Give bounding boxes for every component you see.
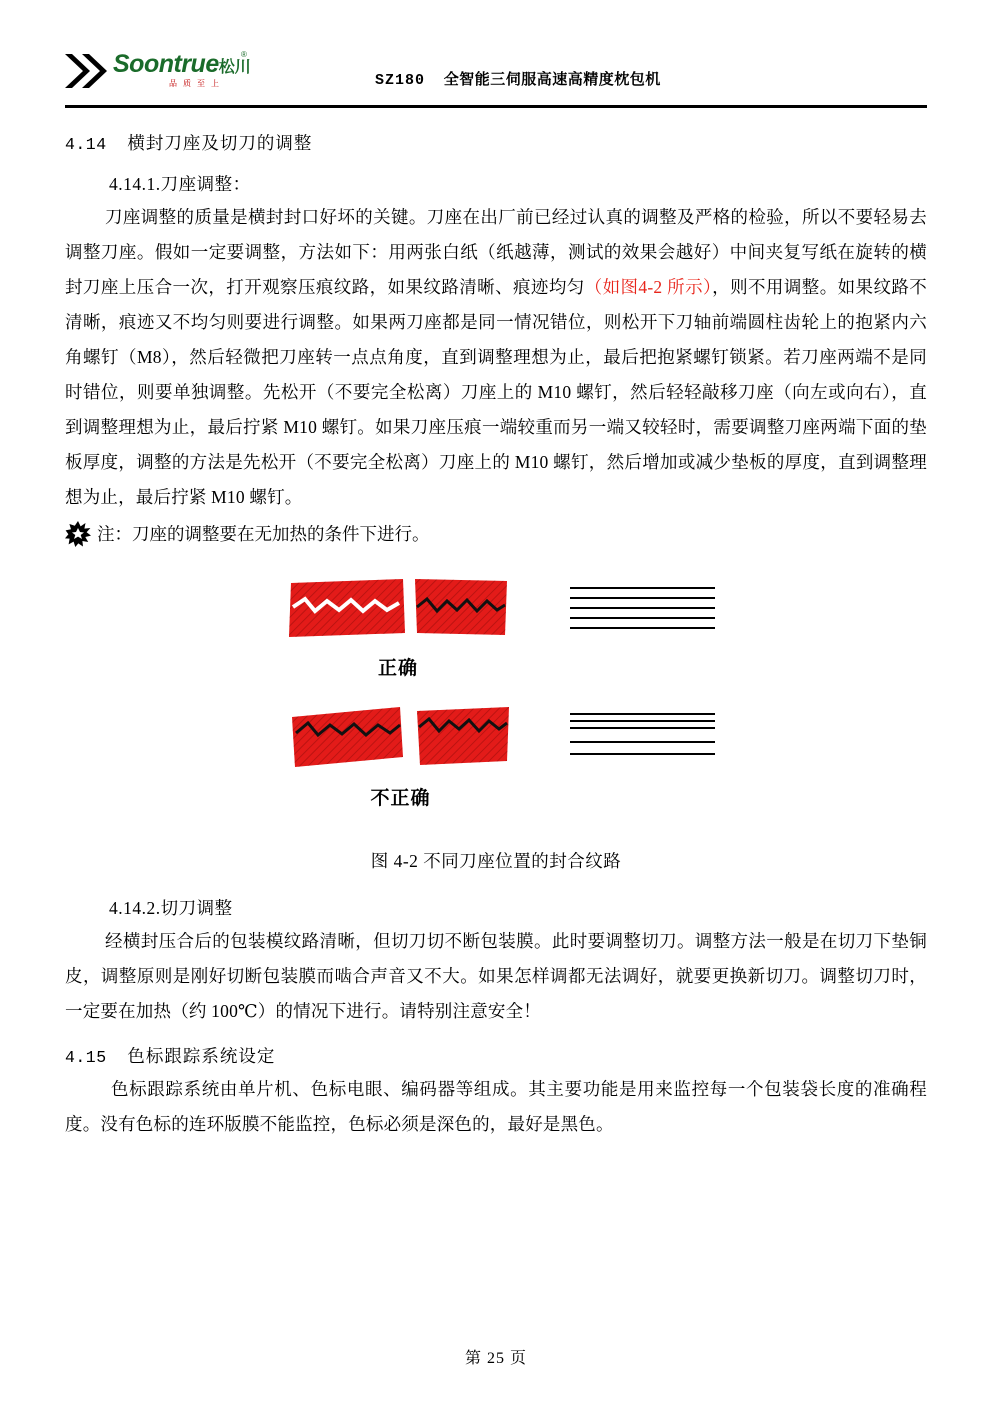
seal-pattern-incorrect-b [415,707,511,774]
seal-lines-even [570,585,715,636]
page-footer [0,1345,992,1368]
seal-pattern-correct-a [287,577,407,644]
paragraph-4-14-1 [65,200,927,515]
note-text: 注：刀座的调整要在无加热的条件下进行。 [97,524,430,544]
figure-caption-text: 不同刀座位置的封合纹路 [423,851,622,871]
figure-4-2 [65,577,927,873]
figure-row-correct [65,577,927,707]
figure-row-incorrect [65,707,927,832]
logo-brand-cn: 松川 [218,59,251,76]
seal-pattern-incorrect-a [290,707,405,774]
double-chevron-icon [65,54,111,88]
label-incorrect: 不正确 [370,788,431,809]
heading-4-14 [65,130,927,155]
logo-tagline: 品 质 至 上 [169,79,221,88]
paragraph-4-15: 色标跟踪系统由单片机、色标电眼、编码器等组成。其主要功能是用来监控每一个包装袋长度的准确程度。没有色标的连环版膜不能监控，色标必须是深色的，最好是黑色。 [65,1079,927,1134]
seal-lines-uneven [570,711,715,768]
heading-4-14-number: 4.14 [65,135,107,154]
para-4-14-1-part2: ，则不用调整。如果纹路不清晰，痕迹又不均匀则要进行调整。如果两刀座都是同一情况错位，则松开下刀轴前端圆柱齿轮上的抱紧内六角螺钉（M8），然后轻微把刀座转一点点角度，直到调整理想为止，最后把抱紧螺钉锁紧。若刀座两端不是同时错位，则要单独调整。先松开（不要完全松离）刀座上的 M10 螺钉，然后轻轻敲移刀座（向左或向右），直到调整理想为止，最后拧紧 M10 螺钉。如果刀座压痕一端较重而另一端又较轻时，需要调整刀座两端下面的垫板厚度，调整的方法是先松开（不要完全松离）刀座上的 M10 螺钉，然后增加或减少垫板的厚度，直到调整理想为止，最后拧紧 M10 螺钉。 [65,277,927,507]
heading-4-14-text: 横封刀座及切刀的调整 [127,133,313,153]
para-4-14-1-figref: （如图4-2 所示） [584,277,713,297]
logo-brand-en: Soontrue [113,50,219,78]
document-body [65,118,927,1142]
header-title [375,68,661,89]
machine-title-text: 全智能三伺服高速高精度枕包机 [443,71,661,88]
heading-4-14-1: 4.14.1.刀座调整： [109,174,251,194]
paragraph-4-14-2: 经横封压合后的包装模纹路清晰，但切刀切不断包装膜。此时要调整切刀。调整方法一般是在切刀下垫铜皮，调整原则是刚好切断包装膜而啮合声音又不大。如果怎样调都无法调好，就要更换新切刀。调整切刀时，一定要在加热（约 100℃）的情况下进行。请特别注意安全！ [65,931,927,1021]
header-divider [65,105,927,108]
note-row [65,519,927,549]
label-correct: 正确 [377,658,418,679]
heading-4-15-text: 色标跟踪系统设定 [127,1046,276,1066]
heading-4-15-number: 4.15 [65,1048,107,1067]
seal-pattern-correct-b [413,577,509,644]
heading-4-14-2: 4.14.2.切刀调整 [109,898,233,918]
registered-mark: ® [241,50,247,59]
figure-caption [65,848,927,873]
page-header [65,46,927,108]
logo-wordmark [113,50,251,79]
heading-4-15 [65,1043,927,1068]
machine-model: SZ180 [375,72,426,89]
figure-number: 图 4-2 [370,851,419,871]
company-logo [65,46,260,96]
explosion-note-icon [65,521,91,547]
page-number: 第 25 页 [464,1350,527,1367]
para-4-14-1-part1: 刀座调整的质量是横封封口好坏的关键。刀座在出厂前已经过认真的调整及严格的检验，所以不要轻易去调整刀座。假如一定要调整，方法如下：用两张白纸（纸越薄，测试的效果会越好）中间夹复写纸在旋转的横封刀座上压合一次，打开观察压痕纹路，如果纹路清晰、痕迹均匀 [65,207,927,297]
